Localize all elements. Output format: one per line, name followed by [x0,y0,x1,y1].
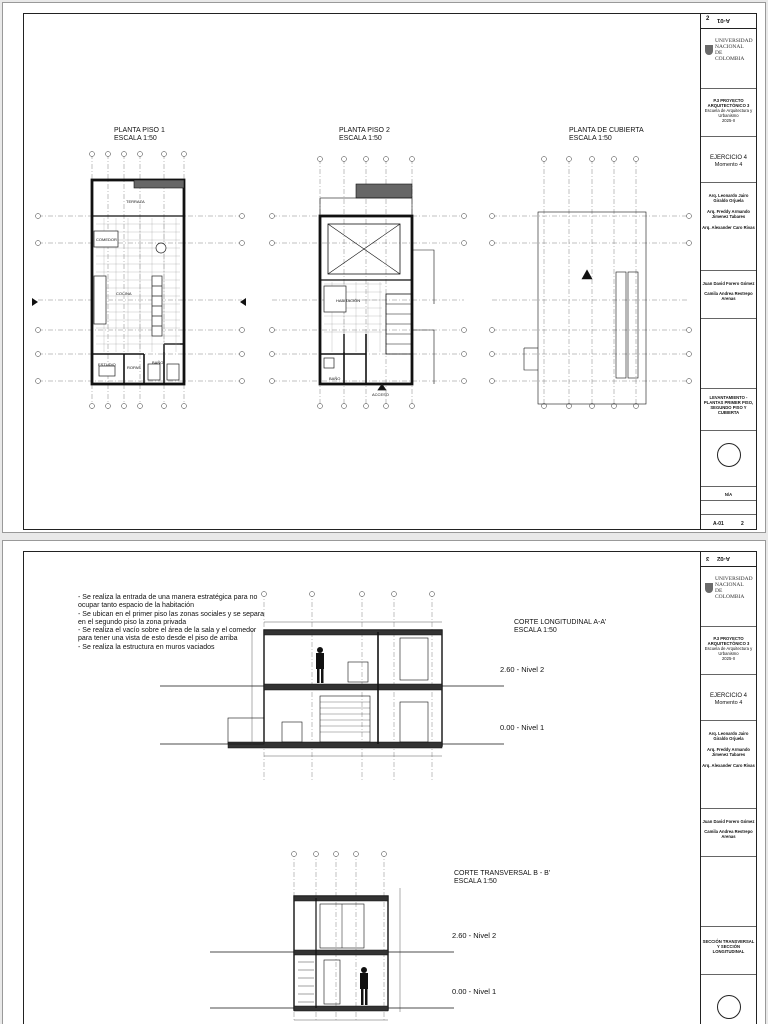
university-name: UNIVERSIDAD NACIONAL DE COLOMBIA [715,38,753,62]
students-cell [701,270,756,319]
teachers-cell-2 [701,720,756,809]
code-cell [701,514,756,533]
teacher-2: Arq. Freddy Armando Jimenez Tabares [707,209,750,219]
roof-title: PLANTA DE CUBIERTA [569,127,644,134]
teachers-cell [701,182,756,271]
room-label-terraza: TERRAZA [126,199,145,204]
note-4: - Se realiza la estructura en muros vaciados [78,643,215,651]
trans-section-title: CORTE TRANSVERSAL B - B' [454,870,551,877]
north-arrow-circle-2 [717,995,741,1019]
long-level-1: 0.00 - Nivel 1 [500,723,545,732]
exercise-moment: Momento 4 [714,162,743,168]
north-arrow-circle [717,443,741,467]
school-name-2: Escuela de Arquitectura y Urbanismo [704,646,753,656]
trans-level-2: 2.60 - Nivel 2 [452,931,497,940]
student-1: Juan David Forero Gómez [702,281,755,286]
room-label-acceso: ACCESO [372,392,389,397]
scale-value: N/A [724,492,733,497]
content-cell [701,388,756,431]
north-cell-2 [701,974,756,1024]
room-label-habitacion: HABITACIÓN [336,298,361,303]
title-block-2 [700,552,756,1024]
shield-icon [705,45,713,55]
notes-cell-2 [701,856,756,927]
teacher-3: Arq. Alexander Caro Rivas [702,763,755,768]
content-title-2: SECCIÓN TRANSVERSAL Y SECCIÓN LONGITUDINAL [702,939,755,954]
course-year: 2025-II [721,118,736,123]
title-block [700,14,756,529]
title-block-header-2 [701,552,756,567]
plan2-scale: ESCALA 1:50 [339,135,382,142]
student-1: Juan David Forero Gómez [702,819,755,824]
title-block-header [701,14,756,29]
room-label-estudio: ESTUDIO [98,362,116,367]
room-label-comedor: COMEDOR [96,237,117,242]
trans-section-scale: ESCALA 1:50 [454,878,497,885]
sections-area [24,552,704,1024]
trans-level-1: 0.00 - Nivel 1 [452,987,497,996]
teacher-1: Arq. Leonardo Jairo Giraldo Orjuela [708,193,749,203]
plan1-scale: ESCALA 1:50 [114,135,157,142]
notes-cell [701,318,756,389]
drawing-frame [23,13,757,530]
design-notes [78,594,268,652]
exercise-cell-2 [701,674,756,721]
exercise-moment-2: Momento 4 [714,700,743,706]
floor-plans-drawing [24,14,704,533]
students-cell-2 [701,808,756,857]
course-year-2: 2025-II [721,656,736,661]
sheet-number: 2 [706,16,710,22]
student-2: Camila Andrea Restrepo Arenas [704,829,753,839]
long-section-title: CORTE LONGITUDINAL A-A' [514,619,607,626]
course-name: P.3 PROYECTO ARQUITECTÓNICO 3 [707,98,750,108]
scale-cell [701,486,756,501]
long-section-scale: ESCALA 1:50 [514,627,557,634]
university-logo [705,38,752,62]
sheet-a02 [2,540,766,1024]
student-2: Camila Andrea Restrepo Arenas [704,291,753,301]
sheet-number-bottom: 2 [741,521,744,527]
exercise-title-2: EJERCICIO 4 [709,693,747,699]
note-2: - Se ubican en el primer piso las zonas sociales y se separa en el segundo piso la zona privada [78,610,264,626]
floor-plans-area [24,14,704,529]
content-title: LEVANTAMIENTO - PLANTAS PRIMER PISO, SEGUNDO PISO Y CUBIERTA [703,395,754,415]
north-cell [701,430,756,487]
date-cell [701,500,756,515]
sheet-a01 [2,2,766,533]
sheet-code: A-01 [713,521,724,527]
teacher-1: Arq. Leonardo Jairo Giraldo Orjuela [708,731,749,741]
room-label-cocina: COCINA [116,291,132,296]
sheet-code-rotated: A-01 [717,17,731,23]
university-name-2: UNIVERSIDAD NACIONAL DE COLOMBIA [715,576,753,600]
sheet-code-rotated-2: A-02 [717,555,731,561]
note-1: - Se realiza la entrada de una manera estratégica para no ocupar tanto espacio de la habitación [78,594,258,610]
exercise-title: EJERCICIO 4 [709,155,747,161]
course-cell-2 [701,626,756,675]
long-level-2: 2.60 - Nivel 2 [500,665,545,674]
teacher-2: Arq. Freddy Armando Jimenez Tabares [707,747,750,757]
plan1-title: PLANTA PISO 1 [114,127,165,134]
exercise-cell [701,136,756,183]
note-3: - Se realiza el vacío sobre el área de la sala y el comedor para tener una vista de esto desde el piso de arriba [78,627,257,643]
course-cell [701,88,756,137]
plan2-title: PLANTA PISO 2 [339,127,390,134]
course-name-2: P.3 PROYECTO ARQUITECTÓNICO 3 [707,636,750,646]
roof-scale: ESCALA 1:50 [569,135,612,142]
room-label-ropas: ROPAS [127,365,141,370]
room-label-bano-1: BAÑO [152,360,164,365]
sheet-number-2: 3 [706,555,710,561]
content-cell-2 [701,926,756,975]
shield-icon [705,583,713,593]
university-logo-2 [705,576,752,600]
teacher-3: Arq. Alexander Caro Rivas [702,225,755,230]
room-label-bano-2: BAÑO [329,376,341,381]
school-name: Escuela de Arquitectura y Urbanismo [704,108,753,118]
drawing-frame-2 [23,551,757,1024]
